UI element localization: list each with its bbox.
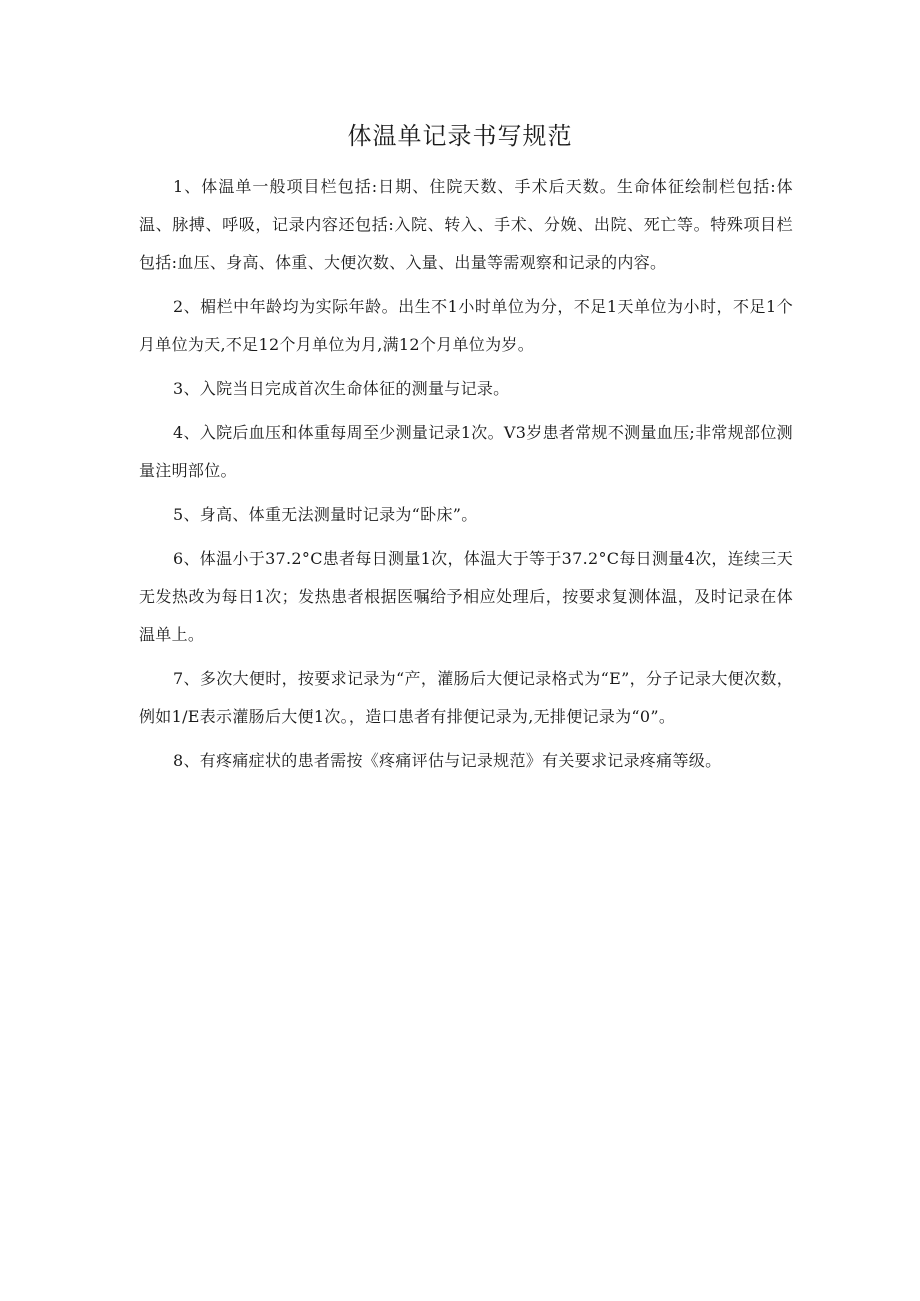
document-body xyxy=(139,168,793,786)
document-title: 体温单记录书写规范 xyxy=(347,122,573,150)
paragraph-7: 7、多次大便时，按要求记录为“产，灌肠后大便记录格式为“E”，分子记录大便次数，例如1/E表示灌肠后大便1次。，造口患者有排便记录为,无排便记录为“0”。 xyxy=(139,669,793,726)
paragraph-8: 8、有疼痛症状的患者需按《疼痛评估与记录规范》有关要求记录疼痛等级。 xyxy=(173,751,722,770)
paragraph-2: 2、楣栏中年龄均为实际年龄。出生不1小时单位为分，不足1天单位为小时，不足1个月单位为天,不足12个月单位为月,满12个月单位为岁。 xyxy=(139,297,793,354)
paragraph-3: 3、入院当日完成首次生命体征的测量与记录。 xyxy=(173,379,510,398)
paragraph-5: 5、身高、体重无法测量时记录为“卧床”。 xyxy=(173,505,478,524)
paragraph-4: 4、入院后血压和体重每周至少测量记录1次。V3岁患者常规不测量血压;非常规部位测量注明部位。 xyxy=(139,423,793,480)
paragraph-1: 1、体温单一般项目栏包括:日期、住院天数、手术后天数。生命体征绘制栏包括:体温、脉搏、呼吸，记录内容还包括:入院、转入、手术、分娩、出院、死亡等。特殊项目栏包括:血压、身高、体重、大便次数、入量、出量等需观察和记录的内容。 xyxy=(139,177,793,272)
paragraph-6: 6、体温小于37.2°C患者每日测量1次，体温大于等于37.2°C每日测量4次，连续三天无发热改为每日1次；发热患者根据医嘱给予相应处理后，按要求复测体温，及时记录在体温单上。 xyxy=(139,549,793,644)
